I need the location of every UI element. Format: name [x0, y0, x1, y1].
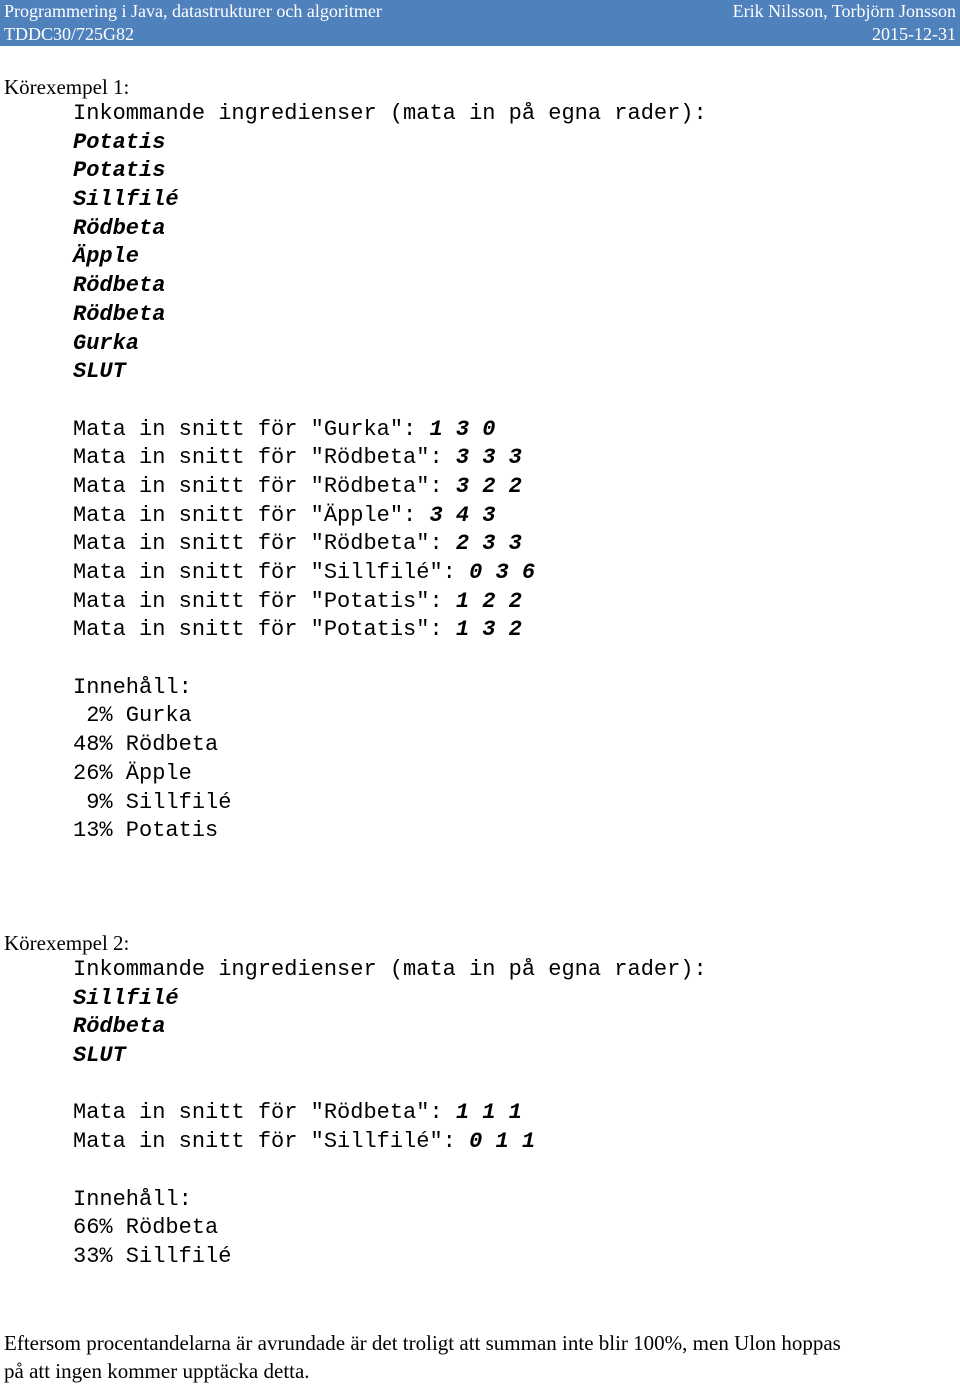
- content-line: [73, 760, 707, 789]
- document-date: 2015-12-31: [872, 24, 956, 44]
- cut-prompt: Mata in snitt för "Sillfilé":: [73, 560, 470, 585]
- cut-value: 1 3 2: [455, 617, 522, 643]
- cut-value: 3 3 3: [455, 445, 522, 471]
- content-label: Innehåll:: [73, 674, 192, 700]
- input-line: Potatis: [73, 129, 166, 155]
- cut-value: 3 4 3: [429, 502, 496, 528]
- footer-note: [4, 1329, 959, 1385]
- input-line: Äpple: [73, 244, 140, 270]
- content-name: Potatis: [125, 818, 219, 844]
- course-title: Programmering i Java, datastrukturer och algoritmer: [4, 1, 382, 21]
- input-line: Sillfilé: [73, 187, 179, 213]
- cut-line: [73, 473, 707, 502]
- example-2-session: [73, 956, 707, 1272]
- cut-line: [73, 559, 707, 588]
- cut-line: [73, 444, 707, 473]
- cut-prompt: Mata in snitt för "Gurka":: [73, 416, 430, 442]
- input-line: Rödbeta: [73, 273, 166, 299]
- content-line: [73, 1214, 707, 1243]
- example-1-title: Körexempel 1:: [4, 75, 130, 99]
- cut-prompt: Mata in snitt för "Rödbeta":: [73, 1100, 456, 1126]
- cut-value: 1 3 0: [429, 416, 496, 442]
- footer-line-1: Eftersom procentandelarna är avrundade är det troligt att summan inte blir 100%, men Ulon hoppas: [4, 1331, 841, 1355]
- input-line: Potatis: [73, 158, 166, 184]
- content-percent: 26%: [73, 760, 113, 786]
- cut-prompt: Mata in snitt för "Äpple":: [73, 502, 430, 528]
- content-percent: 9%: [86, 789, 113, 815]
- cut-value: 2 3 3: [455, 531, 522, 557]
- example-1-session: [73, 100, 707, 846]
- content-name: Rödbeta: [125, 732, 219, 758]
- content-line: [73, 731, 707, 760]
- header-bar-bottom: [0, 22, 960, 46]
- cut-prompt: Mata in snitt för "Rödbeta":: [73, 473, 456, 499]
- input-line: SLUT: [73, 1043, 126, 1069]
- footer-line-2: på att ingen kommer upptäcka detta.: [4, 1359, 310, 1383]
- content-line: [73, 789, 707, 818]
- header-bar-top: [0, 0, 960, 22]
- content-line: [73, 1243, 707, 1272]
- content-name: Gurka: [125, 703, 192, 729]
- cut-line: [73, 616, 707, 645]
- content-name: Rödbeta: [125, 1215, 219, 1241]
- course-code: TDDC30/725G82: [4, 24, 134, 44]
- cut-line: [73, 588, 707, 617]
- input-line: Rödbeta: [73, 215, 166, 241]
- content-line: [73, 702, 707, 731]
- input-line: Gurka: [73, 330, 140, 356]
- content-line: [73, 817, 707, 846]
- content-label: Innehåll:: [73, 1186, 192, 1212]
- content-name: Sillfilé: [125, 1243, 232, 1269]
- cut-line: [73, 1099, 707, 1128]
- content-percent: 66%: [73, 1215, 113, 1241]
- cut-prompt: Mata in snitt för "Rödbeta":: [73, 531, 456, 557]
- cut-prompt: Mata in snitt för "Sillfilé":: [73, 1129, 470, 1155]
- cut-line: [73, 502, 707, 531]
- content-name: Sillfilé: [125, 789, 232, 815]
- input-line: Sillfilé: [73, 985, 179, 1011]
- cut-value: 3 2 2: [455, 473, 522, 499]
- input-line: SLUT: [73, 359, 126, 385]
- authors: Erik Nilsson, Torbjörn Jonsson: [732, 1, 956, 21]
- input-line: Rödbeta: [73, 1014, 166, 1040]
- content-percent: 48%: [73, 732, 113, 758]
- cut-line: [73, 1128, 707, 1157]
- cut-value: 1 1 1: [455, 1100, 522, 1126]
- cut-value: 0 1 1: [469, 1129, 536, 1155]
- cut-line: [73, 530, 707, 559]
- content-percent: 2%: [86, 703, 113, 729]
- cut-prompt: Mata in snitt för "Rödbeta":: [73, 445, 456, 471]
- cut-value: 0 3 6: [469, 560, 536, 585]
- content-percent: 33%: [73, 1243, 113, 1269]
- input-line: Rödbeta: [73, 301, 166, 327]
- cut-value: 1 2 2: [455, 588, 522, 614]
- cut-prompt: Mata in snitt för "Potatis":: [73, 588, 456, 614]
- example-2-title: Körexempel 2:: [4, 931, 130, 955]
- content-name: Äpple: [125, 760, 192, 786]
- content-percent: 13%: [73, 818, 113, 844]
- cut-line: [73, 416, 707, 445]
- input-prompt: Inkommande ingredienser (mata in på egna rader):: [73, 957, 707, 982]
- cut-prompt: Mata in snitt för "Potatis":: [73, 617, 456, 643]
- input-prompt: Inkommande ingredienser (mata in på egna rader):: [73, 101, 707, 126]
